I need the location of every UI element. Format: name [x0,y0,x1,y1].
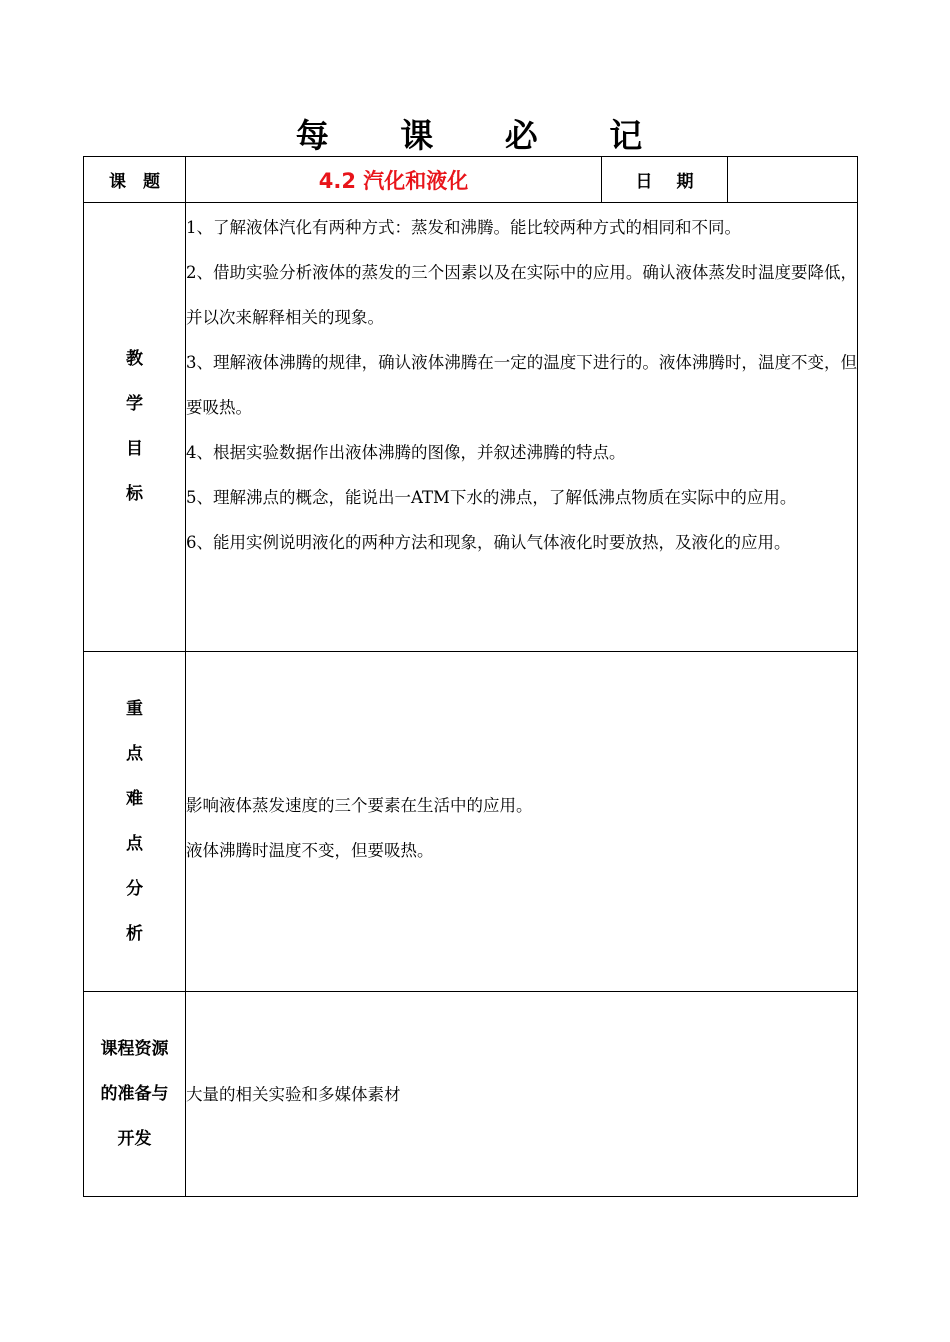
key-points-row [84,652,858,992]
date-label-cell [602,157,728,203]
topic-label-cell [84,157,186,203]
objectives-content [186,203,858,652]
objectives-label-char: 目 [126,439,143,459]
resources-label-line: 的准备与 [100,1083,169,1104]
key-points-label-char: 点 [126,833,143,854]
lesson-record-table [83,156,858,1197]
objectives-label-cell [84,203,186,652]
objective-item: 3、理解液体沸腾的规律，确认液体沸腾在一定的温度下进行的。液体沸腾时，温度不变，但要吸热。 [186,353,858,417]
objectives-label-char: 教 [126,349,143,369]
topic-label: 课 题 [109,172,160,192]
resources-row [84,992,858,1197]
key-points-label-char: 重 [126,698,143,719]
objective-item: 2、借助实验分析液体的蒸发的三个因素以及在实际中的应用。确认液体蒸发时温度要降低，并以次来解释相关的现象。 [186,263,858,327]
key-points-label-char: 点 [126,743,143,764]
lesson-title: 4.2 汽化和液化 [318,168,469,193]
lesson-title-cell [186,157,602,203]
resources-content [186,992,858,1197]
key-points-label-char: 分 [126,878,143,899]
date-value-cell[interactable] [728,157,858,203]
key-points-label-char: 析 [126,923,143,944]
resources-text: 大量的相关实验和多媒体素材 [186,1084,401,1104]
objective-item: 4、根据实验数据作出液体沸腾的图像，并叙述沸腾的特点。 [186,443,626,462]
date-label: 日 期 [635,172,703,192]
objectives-row [84,203,858,652]
key-point-item: 液体沸腾时温度不变，但要吸热。 [186,840,434,860]
resources-label-line: 课程资源 [100,1038,169,1059]
key-points-label-char: 难 [126,788,143,809]
page-title: 每 课 必 记 [295,116,673,155]
key-points-label-cell [84,652,186,992]
resources-label-line: 开发 [117,1128,152,1149]
key-point-item: 影响液体蒸发速度的三个要素在生活中的应用。 [186,795,533,815]
header-row [84,157,858,203]
objectives-label-char: 学 [126,394,143,414]
resources-label-cell [84,992,186,1197]
objectives-label-char: 标 [126,484,143,504]
objective-item: 5、理解沸点的概念，能说出一ATM下水的沸点，了解低沸点物质在实际中的应用。 [186,488,797,507]
objective-item: 6、能用实例说明液化的两种方法和现象，确认气体液化时要放热，及液化的应用。 [186,533,791,552]
objective-item: 1、了解液体汽化有两种方式：蒸发和沸腾。能比较两种方式的相同和不同。 [186,218,741,237]
key-points-content [186,652,858,992]
